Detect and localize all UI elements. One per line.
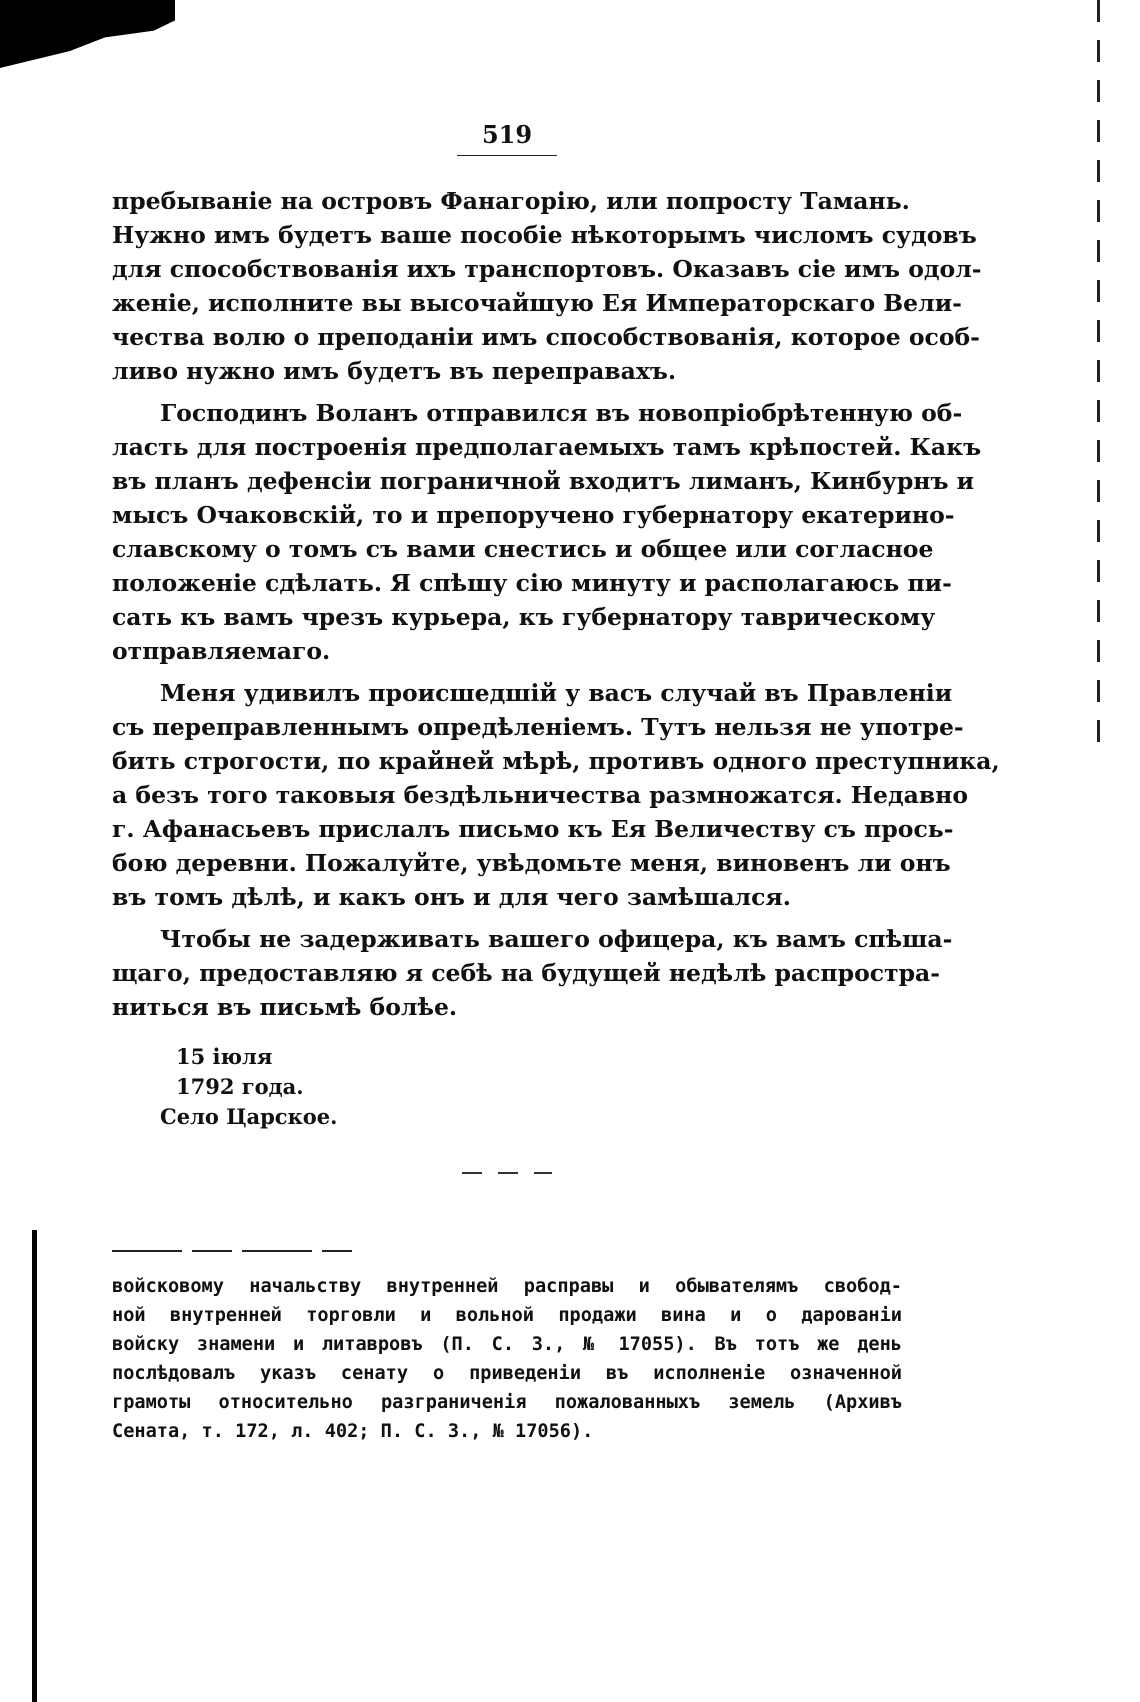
- text-line: женіе, исполните вы высочайшую Ея Императорскаго Вели-: [112, 289, 962, 317]
- text-line: щаго, предоставляю я себѣ на будущей недѣлѣ распростра-: [112, 959, 941, 987]
- scan-edge-left: [32, 1230, 37, 1702]
- text-line: Чтобы не задерживать вашего офицера, къ вамъ спѣша-: [160, 925, 953, 953]
- footnote-line: войску знамени и литавровъ (П. С. З., № 17055). Въ тотъ же день: [112, 1334, 902, 1355]
- footnote: [112, 1272, 902, 1446]
- paragraph: [112, 676, 1000, 914]
- footnote-line: Сената, т. 172, л. 402; П. С. З., № 17056).: [112, 1421, 594, 1442]
- scan-edge-right: [1097, 0, 1100, 760]
- text-line: ливо нужно имъ будетъ въ переправахъ.: [112, 357, 677, 385]
- text-line: бою деревни. Пожалуйте, увѣдомьте меня, виновенъ ли онъ: [112, 849, 951, 877]
- text-line: ниться въ письмѣ болѣе.: [112, 993, 458, 1021]
- footnote-line: послѣдовалъ указъ сенату о приведеніи въ исполненіе означенной: [112, 1363, 902, 1384]
- footnote-line: войсковому начальству внутренней расправы и обывателямъ свобод-: [112, 1276, 902, 1297]
- text-line: въ планъ дефенсіи пограничной входитъ лиманъ, Кинбурнъ и: [112, 467, 975, 495]
- text-line: бить строгости, по крайней мѣрѣ, противъ одного преступника,: [112, 747, 1000, 775]
- end-ornament: [462, 1172, 552, 1174]
- text-line: въ томъ дѣлѣ, и какъ онъ и для чего замѣшался.: [112, 883, 791, 911]
- paragraph: [112, 922, 953, 1024]
- letter-body: [112, 184, 1000, 1024]
- text-line: Господинъ Воланъ отправился въ новопріобрѣтенную об-: [160, 399, 963, 427]
- text-line: славскому о томъ съ вами снестись и общее или согласное: [112, 535, 934, 563]
- footnote-line: ной внутренней торговли и вольной продажи вина и о дарованіи: [112, 1305, 902, 1326]
- paragraph: [112, 396, 982, 668]
- paragraph: [112, 184, 982, 388]
- text-line: съ переправленнымъ опредѣленіемъ. Тутъ нельзя не употре-: [112, 713, 964, 741]
- book-page: [112, 120, 1000, 1446]
- text-line: пребываніе на островъ Фанагорію, или попросту Тамань.: [112, 187, 910, 215]
- page-number: 519: [457, 120, 557, 156]
- dateline: [112, 1042, 902, 1132]
- text-line: положеніе сдѣлать. Я спѣшу сію минуту и располагаюсь пи-: [112, 569, 952, 597]
- text-line: Нужно имъ будетъ ваше пособіе нѣкоторымъ числомъ судовъ: [112, 221, 977, 249]
- scan-corner-mark: [0, 0, 175, 68]
- dateline-year: 1792 года.: [176, 1074, 304, 1099]
- footnote-divider: [112, 1250, 352, 1252]
- text-line: а безъ того таковыя бездѣльничества размножатся. Недавно: [112, 781, 969, 809]
- text-line: г. Афанасьевъ прислалъ письмо къ Ея Величеству съ прось-: [112, 815, 954, 843]
- text-line: сать къ вамъ чрезъ курьера, къ губернатору таврическому: [112, 603, 936, 631]
- text-line: для способствованія ихъ транспортовъ. Оказавъ сіе имъ одол-: [112, 255, 982, 283]
- text-line: мысъ Очаковскій, то и препоручено губернатору екатерино-: [112, 501, 955, 529]
- dateline-day: 15 іюля: [176, 1044, 273, 1069]
- text-line: чества волю о преподаніи имъ способствованія, которое особ-: [112, 323, 980, 351]
- text-line: Меня удивилъ происшедшій у васъ случай въ Правленіи: [160, 679, 953, 707]
- text-line: ласть для построенія предполагаемыхъ тамъ крѣпостей. Какъ: [112, 433, 982, 461]
- footnote-line: грамоты относительно разграниченія пожалованныхъ земель (Архивъ: [112, 1392, 902, 1413]
- text-line: отправляемаго.: [112, 637, 331, 665]
- dateline-place: Село Царское.: [160, 1104, 338, 1129]
